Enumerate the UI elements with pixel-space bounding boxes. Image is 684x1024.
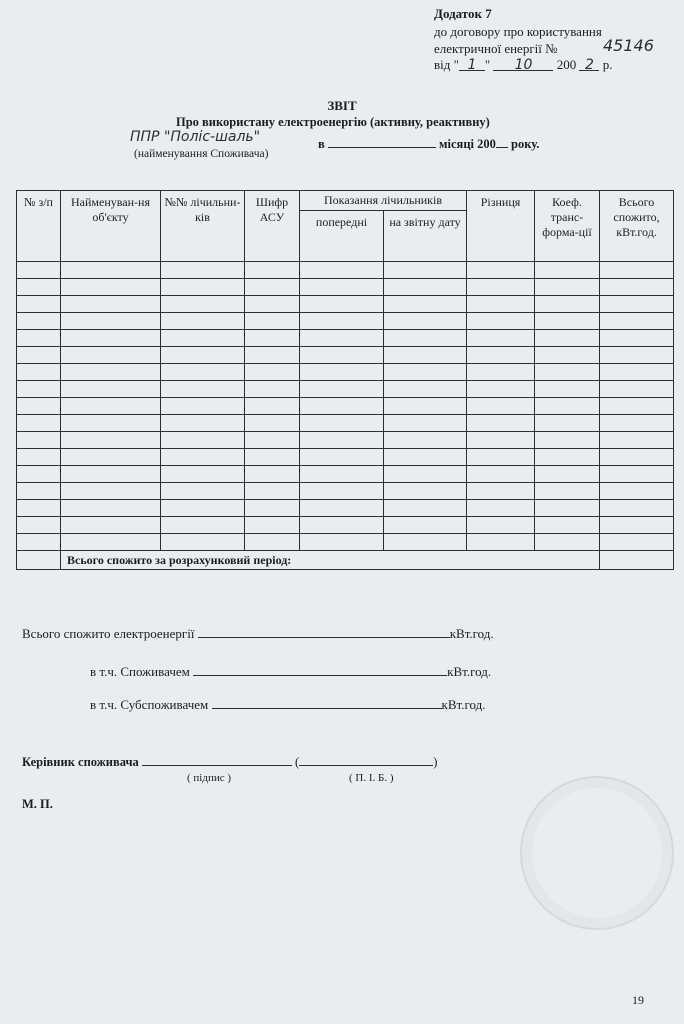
addendum-line1: до договору про користування <box>434 24 602 39</box>
table-cell <box>61 296 161 313</box>
table-cell <box>245 364 300 381</box>
header-total: Всього спожито, кВт.год. <box>600 191 674 262</box>
table-cell <box>300 517 384 534</box>
header-num: № з/п <box>17 191 61 262</box>
table-cell <box>600 517 674 534</box>
table-cell <box>61 415 161 432</box>
table-cell <box>467 364 535 381</box>
table-cell <box>535 449 600 466</box>
table-row <box>17 500 674 517</box>
date-suffix: р. <box>602 57 613 72</box>
table-cell <box>161 466 245 483</box>
table-cell <box>61 398 161 415</box>
table-cell <box>300 483 384 500</box>
table-cell <box>61 279 161 296</box>
table-cell <box>535 313 600 330</box>
table-body <box>17 262 674 551</box>
table-cell <box>600 279 674 296</box>
table-cell <box>17 279 61 296</box>
table-cell <box>384 330 467 347</box>
table-cell <box>384 279 467 296</box>
table-cell <box>467 415 535 432</box>
table-row <box>17 534 674 551</box>
table-cell <box>535 483 600 500</box>
table-cell <box>61 483 161 500</box>
table-cell <box>384 364 467 381</box>
table-cell <box>535 500 600 517</box>
header-reporting: на звітну дату <box>384 210 467 261</box>
table-cell <box>17 381 61 398</box>
table-cell <box>161 279 245 296</box>
name-blank <box>299 752 433 766</box>
table-cell <box>467 279 535 296</box>
table-cell <box>245 517 300 534</box>
table-cell <box>17 449 61 466</box>
summary-subconsumer-unit: кВт.год. <box>441 697 486 712</box>
table-cell <box>300 262 384 279</box>
table-row <box>17 398 674 415</box>
summary-subconsumer-label: в т.ч. Субспоживачем <box>90 697 209 712</box>
table-cell <box>300 364 384 381</box>
table-cell <box>535 347 600 364</box>
month-blank <box>328 134 436 148</box>
table-cell <box>600 330 674 347</box>
table-cell <box>384 517 467 534</box>
table-cell <box>245 279 300 296</box>
year-blank <box>496 134 508 148</box>
table-cell <box>245 262 300 279</box>
summary-subconsumer-blank <box>212 695 442 709</box>
table-cell <box>467 500 535 517</box>
table-cell <box>17 517 61 534</box>
table-cell <box>600 483 674 500</box>
table-cell <box>245 347 300 364</box>
table-cell <box>161 500 245 517</box>
table-cell <box>535 330 600 347</box>
table-cell <box>245 415 300 432</box>
table-row <box>17 466 674 483</box>
signature-blank <box>142 752 292 766</box>
table-cell <box>467 330 535 347</box>
table-row <box>17 313 674 330</box>
table-cell <box>384 313 467 330</box>
table-cell <box>161 330 245 347</box>
date-prefix: від " <box>434 57 459 72</box>
table-row <box>17 330 674 347</box>
table-cell <box>245 500 300 517</box>
table-row <box>17 279 674 296</box>
table-cell <box>300 398 384 415</box>
close-paren: ) <box>433 755 438 769</box>
header-difference: Різниця <box>467 191 535 262</box>
summary-subconsumer-line <box>90 695 485 713</box>
table-cell <box>245 483 300 500</box>
table-cell <box>300 330 384 347</box>
addendum-title: Додаток 7 <box>434 6 492 21</box>
table-cell <box>17 347 61 364</box>
table-cell <box>384 483 467 500</box>
table-cell <box>600 415 674 432</box>
date-year-digit: 2 <box>579 57 599 71</box>
table-cell <box>384 381 467 398</box>
table-cell <box>535 466 600 483</box>
table-cell <box>161 381 245 398</box>
date-line <box>434 57 612 73</box>
table-cell <box>300 279 384 296</box>
consumer-caption: (найменування Споживача) <box>134 148 269 160</box>
year-suffix: року. <box>511 137 540 151</box>
table-cell <box>17 415 61 432</box>
total-row-value <box>600 551 674 570</box>
table-cell <box>600 534 674 551</box>
month-suffix: місяці 200 <box>439 137 496 151</box>
table-cell <box>600 296 674 313</box>
table-cell <box>467 296 535 313</box>
summary-consumer-line <box>90 662 491 680</box>
table-cell <box>467 449 535 466</box>
table-cell <box>245 449 300 466</box>
table-cell <box>467 534 535 551</box>
table-cell <box>245 296 300 313</box>
table-row <box>17 483 674 500</box>
date-mid: " <box>484 57 491 72</box>
total-row-label: Всього спожито за розрахунковий період: <box>61 551 600 570</box>
table-cell <box>600 449 674 466</box>
table-cell <box>300 296 384 313</box>
table-cell <box>300 466 384 483</box>
table-cell <box>384 398 467 415</box>
table-cell <box>300 347 384 364</box>
table-cell <box>17 466 61 483</box>
summary-consumer-blank <box>193 662 447 676</box>
table-cell <box>600 466 674 483</box>
table-cell <box>535 279 600 296</box>
table-cell <box>61 449 161 466</box>
table-row <box>17 449 674 466</box>
table-cell <box>535 432 600 449</box>
table-cell <box>535 364 600 381</box>
table-cell <box>600 432 674 449</box>
date-month: 10 <box>493 57 553 71</box>
table-cell <box>161 296 245 313</box>
table-cell <box>161 364 245 381</box>
table-cell <box>245 534 300 551</box>
table-cell <box>600 347 674 364</box>
addendum-line2: електричної енергії № <box>434 41 558 56</box>
table-row <box>17 364 674 381</box>
table-cell <box>17 313 61 330</box>
report-table <box>16 190 674 570</box>
table-cell <box>384 449 467 466</box>
date-day: 1 <box>459 57 485 71</box>
sign-caption: ( підпис ) <box>187 772 232 784</box>
table-cell <box>384 262 467 279</box>
month-line <box>318 134 539 152</box>
table-cell <box>600 364 674 381</box>
name-caption: ( П. І. Б. ) <box>349 772 394 784</box>
table-cell <box>384 347 467 364</box>
table-cell <box>245 432 300 449</box>
table-cell <box>467 313 535 330</box>
table-cell <box>17 364 61 381</box>
header-readings: Показання лічильників <box>300 191 467 211</box>
table-cell <box>161 347 245 364</box>
table-cell <box>384 500 467 517</box>
table-cell <box>300 381 384 398</box>
summary-total-label: Всього спожито електроенергії <box>22 626 195 641</box>
header-coef: Коеф. транс-форма-ції <box>535 191 600 262</box>
faint-stamp <box>520 776 674 930</box>
table-cell <box>17 432 61 449</box>
table-row <box>17 432 674 449</box>
table-cell <box>300 432 384 449</box>
table-cell <box>17 330 61 347</box>
table-cell <box>535 296 600 313</box>
table-row <box>17 262 674 279</box>
table-cell <box>17 262 61 279</box>
table-cell <box>17 534 61 551</box>
summary-total-blank <box>198 624 450 638</box>
table-cell <box>61 330 161 347</box>
table-cell <box>17 296 61 313</box>
page-number: 19 <box>632 993 644 1007</box>
table-cell <box>384 415 467 432</box>
table-cell <box>161 449 245 466</box>
table-cell <box>384 534 467 551</box>
signature-line <box>22 752 437 770</box>
table-cell <box>535 398 600 415</box>
table-cell <box>384 466 467 483</box>
total-row-blank <box>17 551 61 570</box>
contract-number: 45146 <box>603 36 654 55</box>
header-previous: попередні <box>300 210 384 261</box>
table-cell <box>300 534 384 551</box>
head-label: Керівник споживача <box>22 755 139 769</box>
table-cell <box>161 262 245 279</box>
summary-total-unit: кВт.год. <box>449 626 494 641</box>
summary-consumer-label: в т.ч. Споживачем <box>90 664 190 679</box>
table-cell <box>245 466 300 483</box>
table-cell <box>300 500 384 517</box>
table-cell <box>61 262 161 279</box>
table-cell <box>61 500 161 517</box>
table-cell <box>600 398 674 415</box>
table-cell <box>245 330 300 347</box>
table-cell <box>535 534 600 551</box>
table-cell <box>300 415 384 432</box>
table-row <box>17 296 674 313</box>
table-cell <box>161 534 245 551</box>
summary-total-line <box>22 624 494 642</box>
table-cell <box>467 262 535 279</box>
table-cell <box>245 381 300 398</box>
table-cell <box>467 347 535 364</box>
table-row <box>17 517 674 534</box>
report-subtitle: Про використану електроенергію (активну, реактивну) <box>176 115 490 129</box>
header-object: Найменуван-ня об'єкту <box>61 191 161 262</box>
table-cell <box>467 517 535 534</box>
table-row <box>17 381 674 398</box>
table-cell <box>535 381 600 398</box>
table-cell <box>161 398 245 415</box>
date-year-prefix: 200 <box>556 57 577 72</box>
table-cell <box>600 381 674 398</box>
table-cell <box>17 398 61 415</box>
table-cell <box>535 415 600 432</box>
table-cell <box>161 483 245 500</box>
table-cell <box>61 534 161 551</box>
table-cell <box>161 415 245 432</box>
open-paren: ( <box>295 755 300 769</box>
table-cell <box>384 432 467 449</box>
table-cell <box>467 398 535 415</box>
table-cell <box>600 262 674 279</box>
table-row <box>17 415 674 432</box>
report-title: ЗВІТ <box>327 98 357 113</box>
table-cell <box>61 364 161 381</box>
table-cell <box>467 483 535 500</box>
table-cell <box>300 313 384 330</box>
table-row <box>17 347 674 364</box>
table-cell <box>161 313 245 330</box>
month-prefix: в <box>318 137 325 151</box>
table-cell <box>17 500 61 517</box>
table-cell <box>161 517 245 534</box>
table-cell <box>535 517 600 534</box>
table-cell <box>61 517 161 534</box>
table-cell <box>61 347 161 364</box>
table-cell <box>245 398 300 415</box>
table-cell <box>467 381 535 398</box>
table-cell <box>384 296 467 313</box>
consumer-name: ППР "Поліс-шаль" <box>130 129 261 145</box>
table-cell <box>245 313 300 330</box>
table-cell <box>61 313 161 330</box>
table-cell <box>467 466 535 483</box>
table-cell <box>535 262 600 279</box>
table-cell <box>600 313 674 330</box>
summary-consumer-unit: кВт.год. <box>447 664 492 679</box>
table-cell <box>600 500 674 517</box>
table-cell <box>61 432 161 449</box>
stamp-place-label: М. П. <box>22 797 53 811</box>
table-cell <box>61 381 161 398</box>
header-code: Шифр АСУ <box>245 191 300 262</box>
table-cell <box>161 432 245 449</box>
table-cell <box>467 432 535 449</box>
header-meters: №№ лічильни-ків <box>161 191 245 262</box>
table-cell <box>61 466 161 483</box>
table-cell <box>300 449 384 466</box>
table-cell <box>17 483 61 500</box>
